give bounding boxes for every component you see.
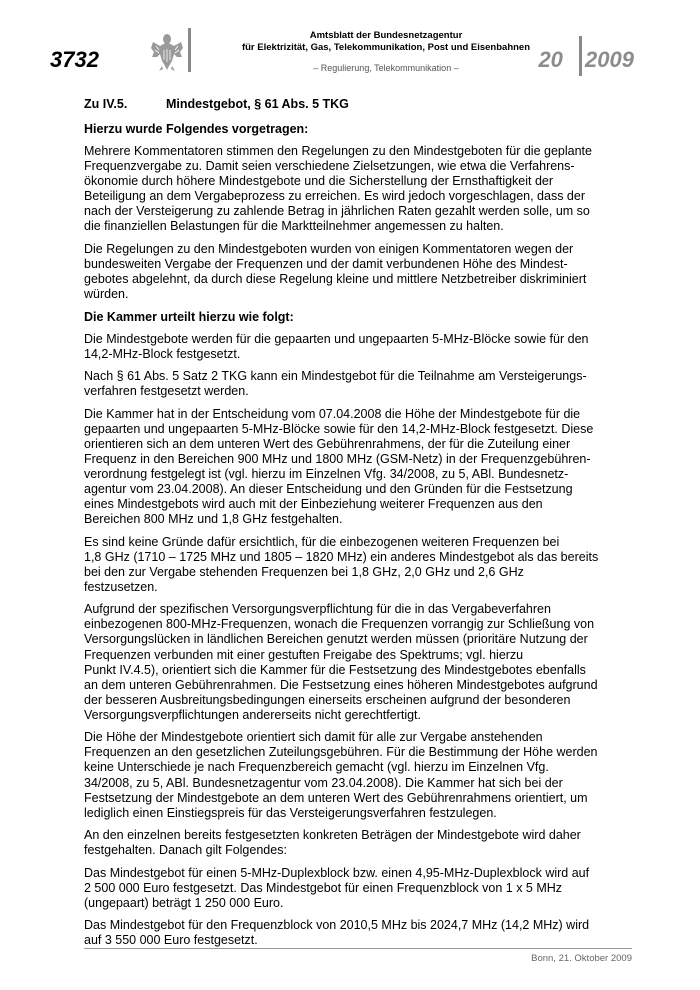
section-number: Zu IV.5. [84, 97, 128, 111]
federal-eagle-icon [150, 30, 184, 72]
document-body [84, 97, 616, 956]
journal-header [196, 30, 576, 73]
page-number: 3732 [50, 47, 99, 72]
paragraph: Die Kammer hat in der Entscheidung vom 07.04.2008 die Höhe der Mindestgebote für die gepaarten und ungepaarten 5-MHz-Blöcke sowie für den 14,2-MHz-Block festgesetzt. Diese orientieren sich an dem unteren Wert des Gebührenrahmens, der für die Zuteilung einer Frequenz in den Bereichen 900 MHz und 1800 MHz (GSM-Netz) in der Frequenzgebühren- verordnung festgelegt ist (vgl. hierzu im Einzelnen Vfg. 34/2008, zu 5, ABl. Bundesnetz- agentur vom 23.04.2008). An dieser Entscheidung und den Gründen für die Festsetzung eines Mindestgebots wird auch mit der Einbeziehung weiterer Frequenzen aus den Bereichen 800 MHz und 1,8 GHz festgehalten. [84, 406, 594, 527]
subhead-decision: Die Kammer urteilt hierzu wie folgt: [84, 309, 294, 324]
paragraph: Mehrere Kommentatoren stimmen den Regelungen zu den Mindestgeboten für die geplante Frequenzvergabe zu. Damit seien verschiedene Zielsetzungen, wie etwa die Verfahrens- ökonomie durch höhere Mindestgebote und die Sicherstellung der Ernsthaftigkeit der Beteiligung an dem Vergabeprozess zu erreichen. Es wird jedoch vorgeschlagen, dass der nach der Versteigerung zu zahlende Betrag in jährlichen Raten gezahlt werden solle, um so die finanziellen Belastungen für die Marktteilnehmer angemessen zu halten. [84, 144, 592, 234]
paragraph: An den einzelnen bereits festgesetzten konkreten Beträgen der Mindestgebote wird daher festgehalten. Danach gilt Folgendes: [84, 828, 581, 858]
issue-info [538, 47, 634, 73]
issue-year: 2009 [585, 47, 634, 72]
journal-subtitle: – Regulierung, Telekommunikation – [313, 63, 459, 73]
footer-divider [84, 948, 632, 949]
issue-number: 20 [538, 47, 563, 72]
paragraph: Das Mindestgebot für einen 5-MHz-Duplexblock bzw. einen 4,95-MHz-Duplexblock wird auf 2 500 000 Euro festgesetzt. Das Mindestgebot für einen Frequenzblock von 1 x 5 MHz (ungepaart) beträgt 1 250 000 Euro. [84, 865, 590, 910]
paragraph: Aufgrund der spezifischen Versorgungsverpflichtung für die in das Vergabeverfahren einbezogenen 800-MHz-Frequenzen, wonach die Frequenzen vorrangig zur Schließung von Versorgungslücken in ländlichen Bereichen genutzt werden müssen (prioritäre Nutzung der Frequenzen verbunden mit einer gestuften Freigabe des Spektrums; vgl. hierzu Punkt IV.4.5), orientiert sich die Kammer für die Festsetzung des Mindestgebotes ebenfalls an dem unteren Gebührenrahmen. Die Festsetzung eines höheren Mindestgebotes aufgrund der besseren Ausbreitungsbedingungen einerseits erscheinen aufgrund der besonderen Versorgungsverpflichtungen andererseits nicht gerechtfertigt. [84, 602, 598, 722]
paragraph: Es sind keine Gründe dafür ersichtlich, für die einbezogenen weiteren Frequenzen bei 1,8 GHz (1710 – 1725 MHz und 1805 – 1820 MHz) ein anderes Mindestgebot als das bereits bei den zur Vergabe stehenden Frequenzen bei 1,8 GHz, 2,0 GHz und 2,6 GHz festzusetzen. [84, 534, 599, 594]
paragraph: Nach § 61 Abs. 5 Satz 2 TKG kann ein Mindestgebot für die Teilnahme am Versteigerungs- verfahren festgesetzt werden. [84, 369, 587, 399]
journal-title-line1: Amtsblatt der Bundesnetzagentur [309, 30, 463, 41]
footer-place-date: Bonn, 21. Oktober 2009 [531, 953, 632, 964]
section-title: Mindestgebot, § 61 Abs. 5 TKG [166, 97, 349, 111]
paragraph: Die Regelungen zu den Mindestgeboten wurden von einigen Kommentatoren wegen der bundesweiten Vergabe der Frequenzen und der damit verbundenen Höhe des Mindest- gebotes abgelehnt, da durch diese Regelung kleine und mittlere Netzbetreiber diskriminiert würden. [84, 241, 587, 302]
paragraph: Die Höhe der Mindestgebote orientiert sich damit für alle zur Vergabe anstehenden Frequenzen an den gesetzlichen Zuteilungsgebühren. Für die Bestimmung der Höhe werden keine Unterschiede je nach Frequenzbereich gemacht (vgl. hierzu im Einzelnen Vfg. 34/2008, zu 5, ABl. Bundesnetzagentur vom 23.04.2008). Die Kammer hat sich bei der Festsetzung der Mindestgebote an dem unteren Wert des Gebührenrahmens orientiert, um lediglich einen Einstiegspreis für das Versteigerungsverfahren festzulegen. [84, 730, 598, 820]
header-divider [188, 28, 191, 72]
paragraph: Das Mindestgebot für den Frequenzblock von 2010,5 MHz bis 2024,7 MHz (14,2 MHz) wird auf 3 550 000 Euro festgesetzt. [84, 918, 590, 948]
section-heading [84, 97, 616, 112]
subhead-submissions: Hierzu wurde Folgendes vorgetragen: [84, 122, 309, 136]
journal-title-line2: für Elektrizität, Gas, Telekommunikation, Post und Eisenbahnen [241, 41, 531, 53]
paragraph: Die Mindestgebote werden für die gepaarten und ungepaarten 5-MHz-Blöcke sowie für den 14,2-MHz-Block festgesetzt. [84, 331, 589, 361]
